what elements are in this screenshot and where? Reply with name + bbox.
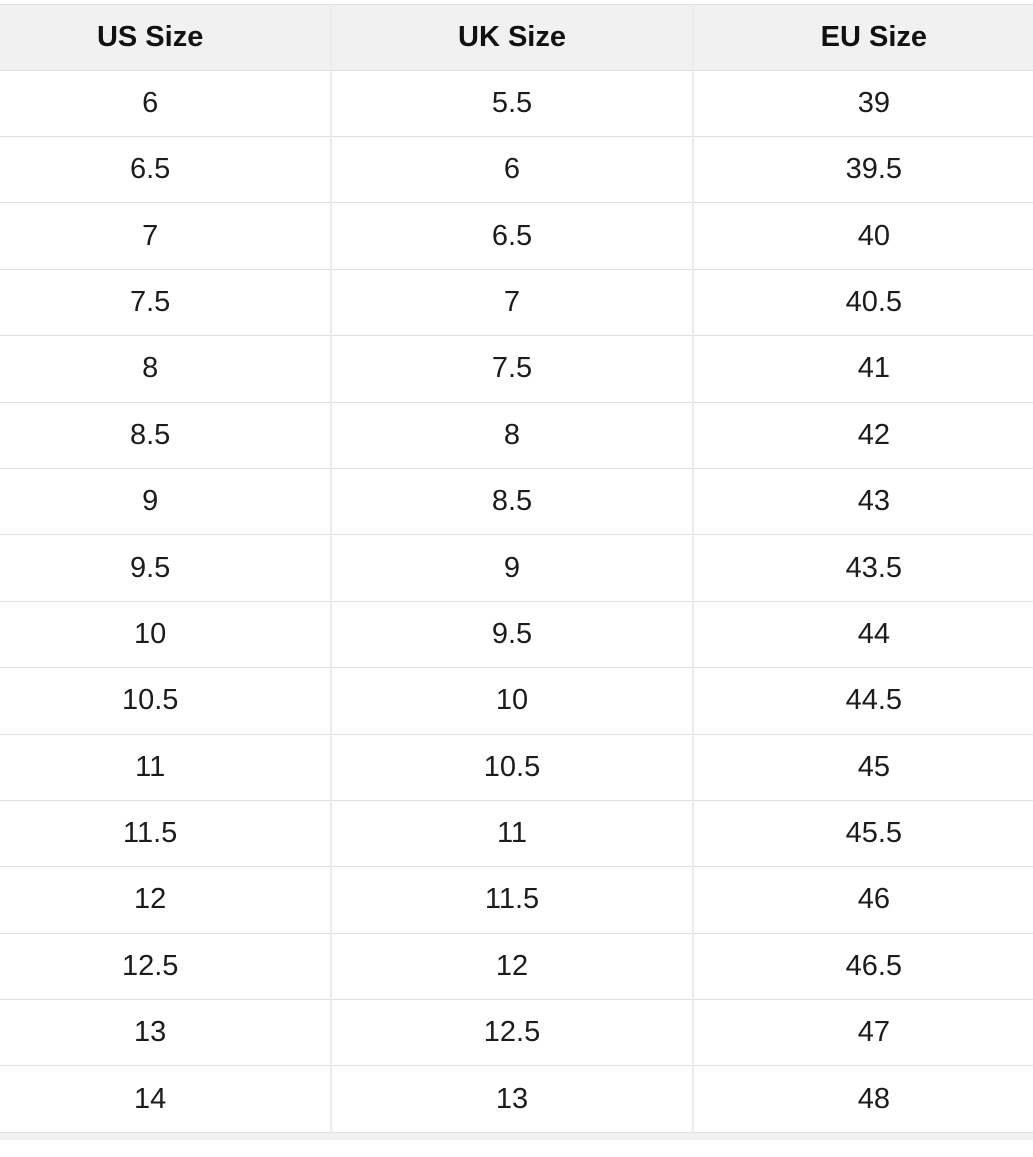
uk-size-cell: 13 xyxy=(331,1066,692,1132)
us-size-cell: 7.5 xyxy=(0,269,331,335)
size-row xyxy=(0,668,1033,734)
eu-size-cell: 40.5 xyxy=(693,269,1033,335)
next-section-header-edge xyxy=(0,1133,1033,1140)
size-conversion-table-container xyxy=(0,4,1033,1140)
us-size-cell: 7 xyxy=(0,203,331,269)
us-size-cell: 10 xyxy=(0,601,331,667)
column-header-uk-size: UK Size xyxy=(331,5,692,71)
us-size-cell: 8.5 xyxy=(0,402,331,468)
uk-size-cell: 8 xyxy=(331,402,692,468)
uk-size-cell: 6 xyxy=(331,136,692,202)
eu-size-cell: 45.5 xyxy=(693,800,1033,866)
uk-size-cell: 9 xyxy=(331,535,692,601)
size-row xyxy=(0,535,1033,601)
table-body xyxy=(0,70,1033,1132)
eu-size-cell: 42 xyxy=(693,402,1033,468)
uk-size-cell: 7.5 xyxy=(331,336,692,402)
size-conversion-table xyxy=(0,4,1033,1133)
uk-size-cell: 11.5 xyxy=(331,867,692,933)
header-row xyxy=(0,5,1033,71)
column-header-eu-size: EU Size xyxy=(693,5,1033,71)
size-row xyxy=(0,70,1033,136)
size-row xyxy=(0,203,1033,269)
uk-size-cell: 6.5 xyxy=(331,203,692,269)
eu-size-cell: 39.5 xyxy=(693,136,1033,202)
us-size-cell: 13 xyxy=(0,1000,331,1066)
us-size-cell: 9.5 xyxy=(0,535,331,601)
eu-size-cell: 43.5 xyxy=(693,535,1033,601)
uk-size-cell: 9.5 xyxy=(331,601,692,667)
size-row xyxy=(0,468,1033,534)
eu-size-cell: 48 xyxy=(693,1066,1033,1132)
uk-size-cell: 10.5 xyxy=(331,734,692,800)
eu-size-cell: 41 xyxy=(693,336,1033,402)
size-row xyxy=(0,800,1033,866)
eu-size-cell: 39 xyxy=(693,70,1033,136)
us-size-cell: 8 xyxy=(0,336,331,402)
uk-size-cell: 7 xyxy=(331,269,692,335)
uk-size-cell: 12.5 xyxy=(331,1000,692,1066)
size-row xyxy=(0,269,1033,335)
us-size-cell: 6 xyxy=(0,70,331,136)
eu-size-cell: 44 xyxy=(693,601,1033,667)
eu-size-cell: 43 xyxy=(693,468,1033,534)
us-size-cell: 6.5 xyxy=(0,136,331,202)
size-row xyxy=(0,136,1033,202)
uk-size-cell: 12 xyxy=(331,933,692,999)
size-row xyxy=(0,933,1033,999)
eu-size-cell: 40 xyxy=(693,203,1033,269)
size-row xyxy=(0,734,1033,800)
eu-size-cell: 46 xyxy=(693,867,1033,933)
eu-size-cell: 44.5 xyxy=(693,668,1033,734)
us-size-cell: 9 xyxy=(0,468,331,534)
us-size-cell: 12.5 xyxy=(0,933,331,999)
us-size-cell: 11 xyxy=(0,734,331,800)
us-size-cell: 11.5 xyxy=(0,800,331,866)
column-header-us-size: US Size xyxy=(0,5,331,71)
uk-size-cell: 5.5 xyxy=(331,70,692,136)
eu-size-cell: 47 xyxy=(693,1000,1033,1066)
size-row xyxy=(0,867,1033,933)
eu-size-cell: 45 xyxy=(693,734,1033,800)
size-row xyxy=(0,336,1033,402)
uk-size-cell: 11 xyxy=(331,800,692,866)
uk-size-cell: 8.5 xyxy=(331,468,692,534)
us-size-cell: 14 xyxy=(0,1066,331,1132)
size-row xyxy=(0,601,1033,667)
uk-size-cell: 10 xyxy=(331,668,692,734)
us-size-cell: 12 xyxy=(0,867,331,933)
us-size-cell: 10.5 xyxy=(0,668,331,734)
size-row xyxy=(0,402,1033,468)
size-row xyxy=(0,1000,1033,1066)
size-row xyxy=(0,1066,1033,1132)
eu-size-cell: 46.5 xyxy=(693,933,1033,999)
